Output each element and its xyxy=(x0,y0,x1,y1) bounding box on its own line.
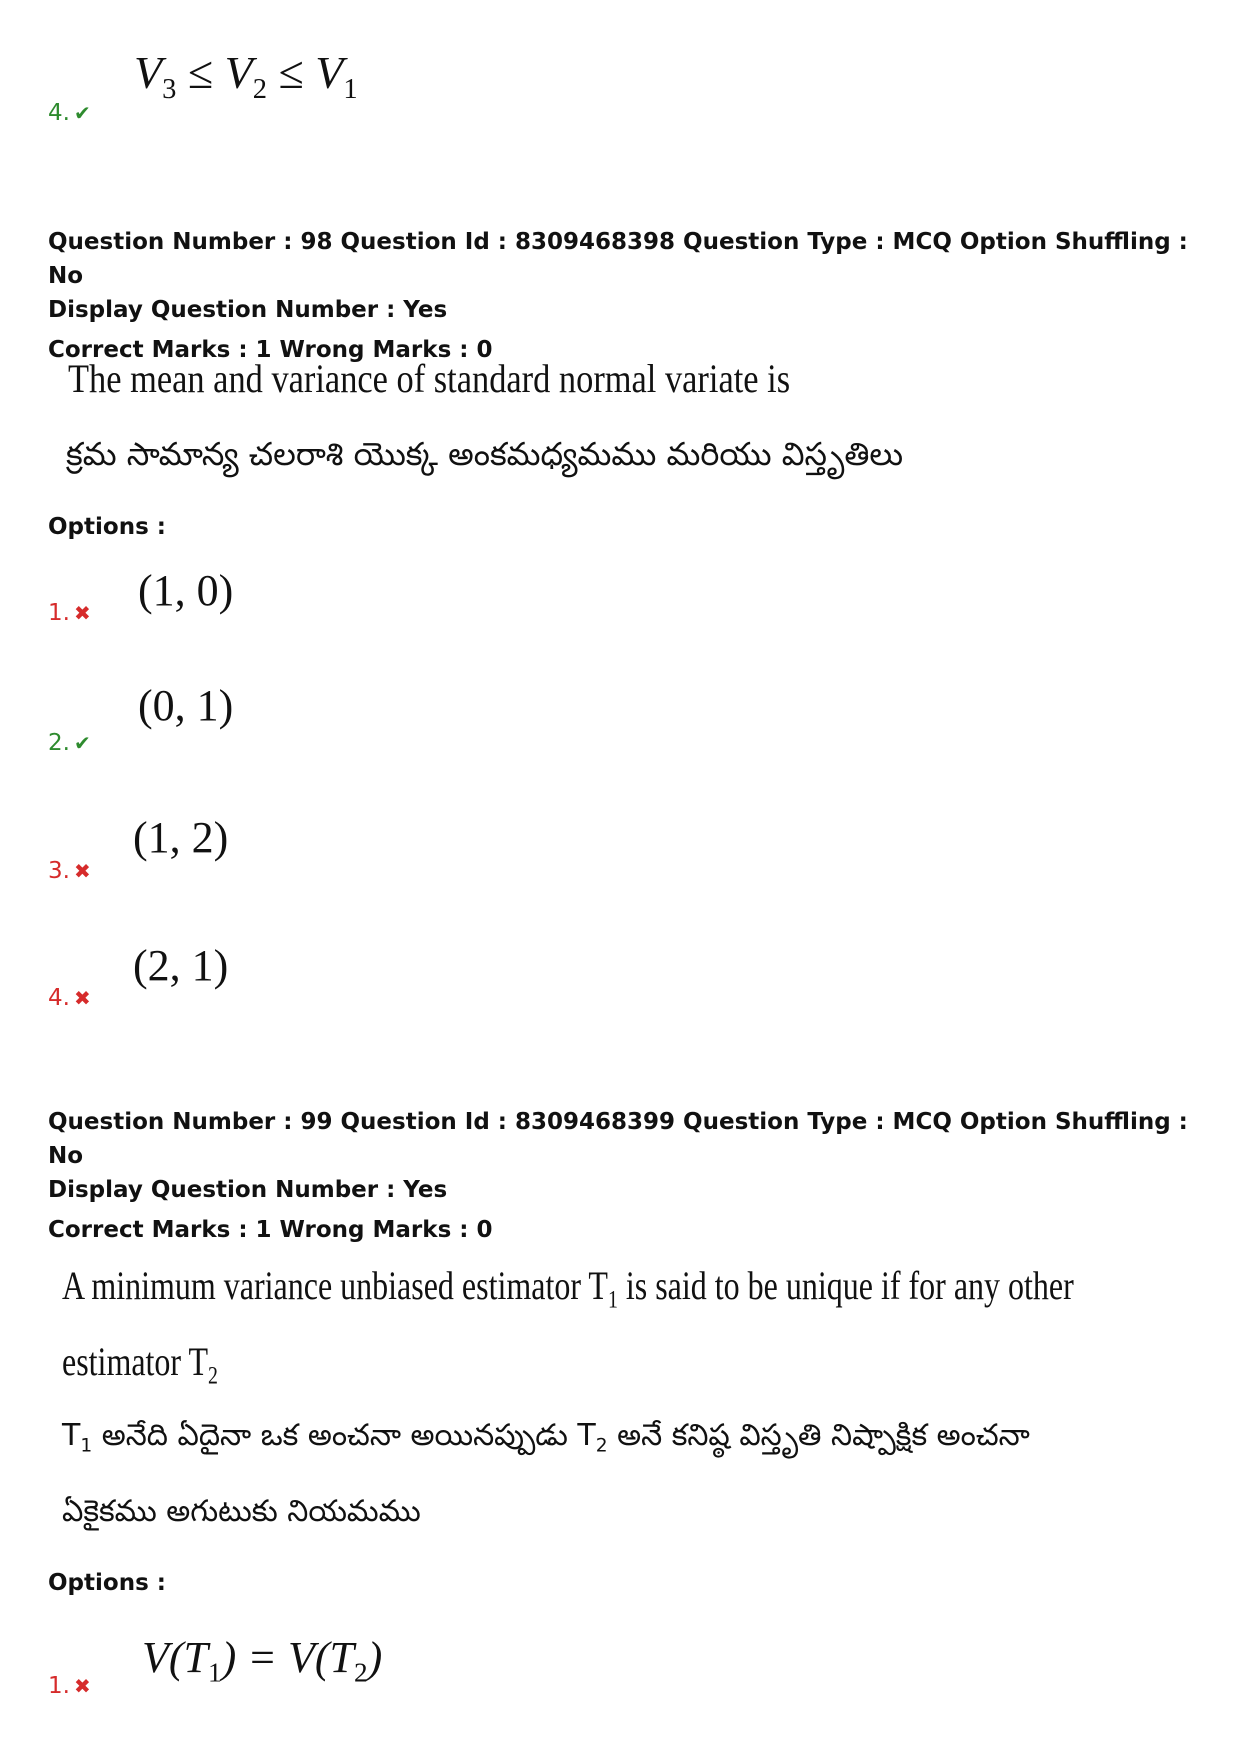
q98-option-2-number: 2. ✔ xyxy=(48,730,91,756)
q99-option-1-number: 1. ✖ xyxy=(48,1673,91,1699)
q99-question-telugu-line2: ఏకైకము అగుటుకు నియమము xyxy=(62,1494,421,1529)
q98-option-1-number: 1. ✖ xyxy=(48,600,91,626)
q99-meta-line2: Display Question Number : Yes xyxy=(48,1177,448,1203)
cross-icon: ✖ xyxy=(73,1674,91,1698)
q98-option-4-text: (2, 1) xyxy=(133,941,229,990)
prev-option-4-number: 4. ✔ xyxy=(48,100,91,126)
q98-meta-line1: Question Number : 98 Question Id : 8309468398 Question Type : MCQ Option Shuffling : No xyxy=(48,229,1188,289)
q98-options-label: Options : xyxy=(48,514,166,540)
q99-question-english-line2: estimator $T_2$ xyxy=(62,1339,218,1390)
cross-icon: ✖ xyxy=(73,986,91,1010)
q98-option-4-number: 4. ✖ xyxy=(48,985,91,1011)
q98-option-3-number: 3. ✖ xyxy=(48,858,91,884)
q98-option-1-text: (1, 0) xyxy=(138,566,234,615)
q98-meta-line2: Display Question Number : Yes xyxy=(48,297,448,323)
check-icon: ✔ xyxy=(73,101,91,125)
cross-icon: ✖ xyxy=(73,859,91,883)
q99-meta-line1: Question Number : 99 Question Id : 8309468399 Question Type : MCQ Option Shuffling : No xyxy=(48,1109,1188,1169)
q98-question-telugu: క్రమ సామాన్య చలరాశి యొక్క అంకమధ్యమము మరియు విస్తృతిలు xyxy=(66,435,904,473)
cross-icon: ✖ xyxy=(73,601,91,625)
q98-meta-line3: Correct Marks : 1 Wrong Marks : 0 xyxy=(48,337,493,363)
q99-question-telugu-line1: $T_1$ అనేది ఏదైనా ఒక అంచనా అయినప్పుడు $T_2$ అనే కనిష్ఠ విస్తృతి నిష్పాక్షిక అంచనా xyxy=(62,1418,1030,1457)
q98-option-3-text: (1, 2) xyxy=(133,813,229,862)
q98-question-english: The mean and variance of standard normal variate is xyxy=(68,356,791,401)
check-icon: ✔ xyxy=(73,731,91,755)
q98-option-2-text: (0, 1) xyxy=(138,681,234,730)
q99-options-label: Options : xyxy=(48,1570,166,1596)
q99-meta-line3: Correct Marks : 1 Wrong Marks : 0 xyxy=(48,1217,493,1243)
q99-meta xyxy=(48,1105,1208,1247)
q99-question-english-line1: A minimum variance unbiased estimator $T_1$ is said to be unique if for any other xyxy=(62,1263,1074,1314)
prev-option-4-math: $V_3 \le V_2 \le V_1$ xyxy=(134,47,358,105)
q98-meta xyxy=(48,225,1208,367)
q99-option-1-math: $V(T_1) = V(T_2)$ xyxy=(142,1633,383,1688)
